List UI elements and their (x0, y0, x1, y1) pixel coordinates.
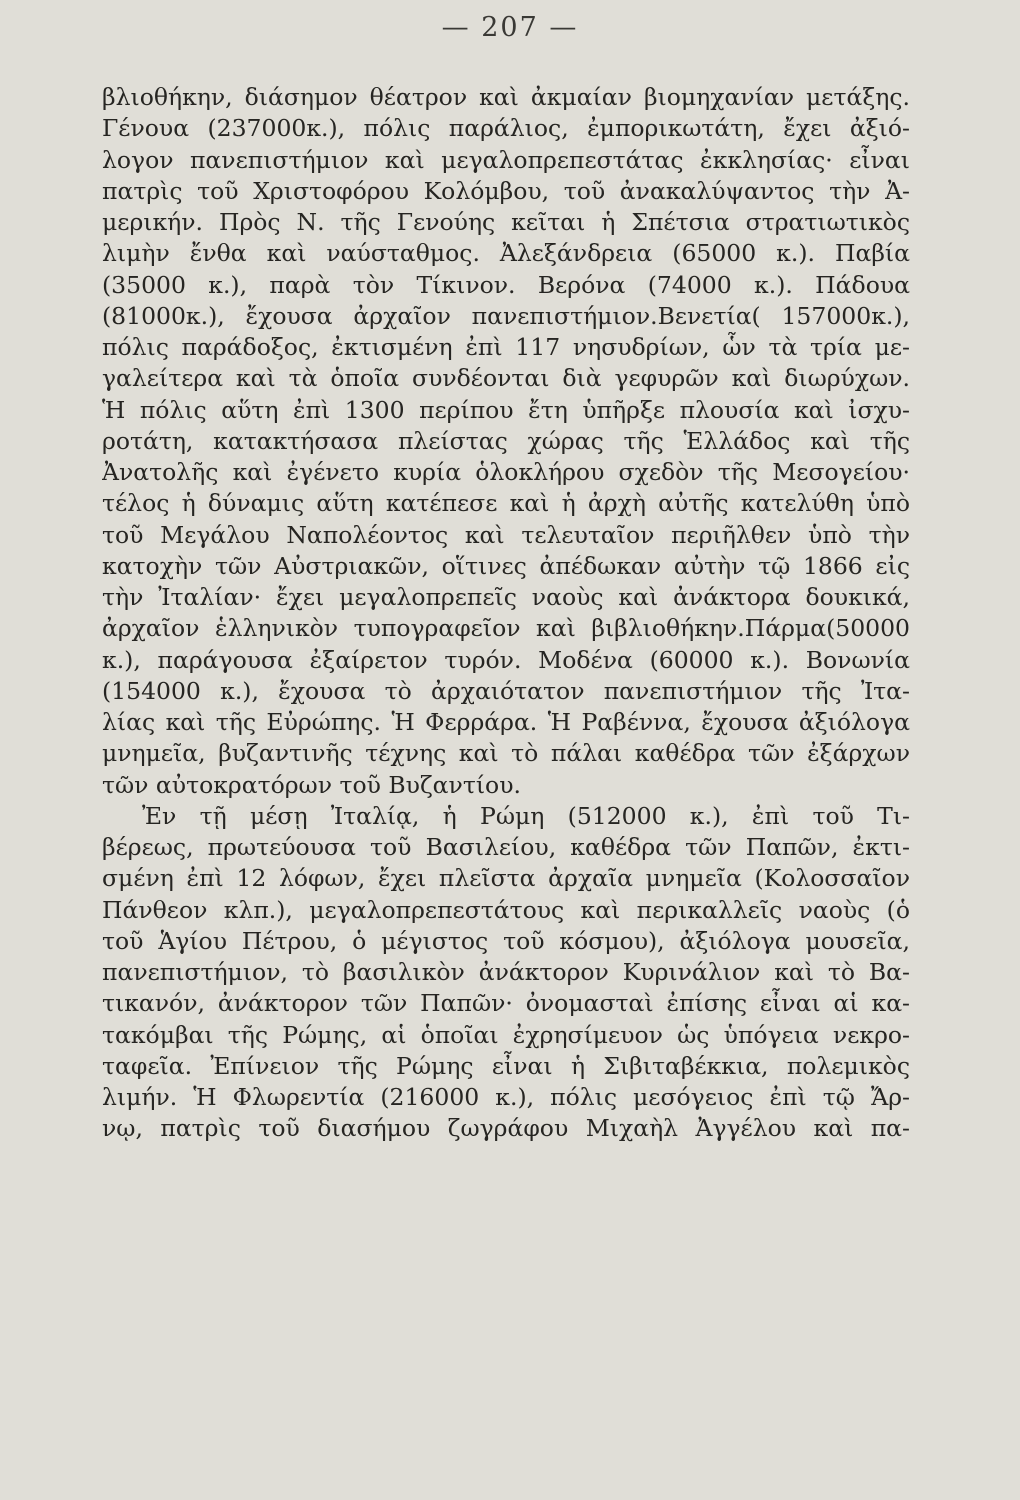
text-line: Γένουα (237000κ.), πόλις παράλιος, ἐμπορικωτάτη, ἔχει ἀξιό- (102, 114, 910, 143)
text-line: ροτάτη, κατακτήσασα πλείστας χώρας τῆς Ἑλλάδος καὶ τῆς (102, 426, 910, 455)
text-line: τέλος ἡ δύναμις αὕτη κατέπεσε καὶ ἡ ἀρχὴ αὐτῆς κατελύθη ὑπὸ (102, 489, 910, 518)
text-line: λογον πανεπιστήμιον καὶ μεγαλοπρεπεστάτας ἐκκλησίας· εἶναι (102, 145, 910, 174)
text-line: μερικήν. Πρὸς Ν. τῆς Γενούης κεῖται ἡ Σπέτσια στρατιωτικὸς (102, 208, 910, 236)
text-line: Ἀνατολῆς καὶ ἐγένετο κυρία ὁλοκλήρου σχεδὸν τῆς Μεσογείου· (102, 458, 910, 486)
text-line: (154000 κ.), ἔχουσα τὸ ἀρχαιότατον πανεπιστήμιον τῆς Ἰτα- (102, 676, 910, 705)
text-line: τοῦ Ἁγίου Πέτρου, ὁ μέγιστος τοῦ κόσμου), ἀξιόλογα μουσεῖα, (102, 926, 910, 955)
text-line: πόλις παράδοξος, ἐκτισμένη ἐπὶ 117 νησυδρίων, ὧν τὰ τρία με- (102, 333, 910, 361)
text-line: γαλείτερα καὶ τὰ ὁποῖα συνδέονται διὰ γεφυρῶν καὶ διωρύχων. (102, 364, 910, 393)
text-line: βλιοθήκην, διάσημον θέατρον καὶ ἀκμαίαν βιομηχανίαν μετάξης. (102, 83, 910, 111)
text-line: βέρεως, πρωτεύουσα τοῦ Βασιλείου, καθέδρα τῶν Παπῶν, ἐκτι- (102, 833, 910, 861)
text-line: τοῦ Μεγάλου Ναπολέοντος καὶ τελευταῖον περιῆλθεν ὑπὸ τὴν (102, 520, 910, 549)
text-line: (81000κ.), ἔχουσα ἀρχαῖον πανεπιστήμιον.Βενετία( 157000κ.), (102, 301, 910, 330)
text-line: πανεπιστήμιον, τὸ βασιλικὸν ἀνάκτορον Κυρινάλιον καὶ τὸ Βα- (102, 958, 910, 986)
text-line: λιμὴν ἔνθα καὶ ναύσταθμος. Ἀλεξάνδρεια (65000 κ.). Παβία (102, 239, 910, 268)
text-line: (35000 κ.), παρὰ τὸν Τίκινον. Βερόνα (74000 κ.). Πάδουα (102, 270, 910, 299)
paragraph-start-line: Ἐν τῇ μέσῃ Ἰταλίᾳ, ἡ Ρώμη (512000 κ.), ἐπὶ τοῦ Τι- (142, 801, 910, 830)
page-number: — 207 — (441, 12, 579, 43)
text-line: τὴν Ἰταλίαν· ἔχει μεγαλοπρεπεῖς ναοὺς καὶ ἀνάκτορα δουκικά, (102, 583, 910, 611)
text-line: ἀρχαῖον ἑλληνικὸν τυπογραφεῖον καὶ βιβλιοθήκην.Πάρμα(50000 (102, 614, 910, 643)
text-line: κ.), παράγουσα ἐξαίρετον τυρόν. Μοδένα (60000 κ.). Βονωνία (102, 645, 910, 674)
text-line: κατοχὴν τῶν Αὐστριακῶν, οἵτινες ἀπέδωκαν αὐτὴν τῷ 1866 εἰς (102, 551, 910, 580)
text-line: τακόμβαι τῆς Ρώμης, αἱ ὁποῖαι ἐχρησίμευον ὡς ὑπόγεια νεκρο- (102, 1020, 910, 1049)
text-line: λιμήν. Ἡ Φλωρεντία (216000 κ.), πόλις μεσόγειος ἐπὶ τῷ Ἄρ- (102, 1083, 910, 1111)
body-text (102, 82, 910, 1145)
text-line: λίας καὶ τῆς Εὐρώπης. Ἡ Φερράρα. Ἡ Ραβέννα, ἔχουσα ἀξιόλογα (102, 708, 910, 736)
text-line: ταφεῖα. Ἐπίνειον τῆς Ρώμης εἶναι ἡ Σιβιταβέκκια, πολεμικὸς (102, 1051, 910, 1080)
paragraph-end-line: τῶν αὐτοκρατόρων τοῦ Βυζαντίου. (102, 770, 521, 799)
text-line: μνημεῖα, βυζαντινῆς τέχνης καὶ τὸ πάλαι καθέδρα τῶν ἐξάρχων (102, 739, 910, 768)
text-line: νῳ, πατρὶς τοῦ διασήμου ζωγράφου Μιχαὴλ Ἀγγέλου καὶ πα- (102, 1114, 910, 1143)
text-line: πατρὶς τοῦ Χριστοφόρου Κολόμβου, τοῦ ἀνακαλύψαντος τὴν Ἀ- (102, 176, 910, 205)
text-line: Πάνθεον κλπ.), μεγαλοπρεπεστάτους καὶ περικαλλεῖς ναοὺς (ὁ (102, 895, 910, 924)
text-line: Ἡ πόλις αὕτη ἐπὶ 1300 περίπου ἔτη ὑπῆρξε πλουσία καὶ ἰσχυ- (102, 395, 910, 424)
text-line: σμένη ἐπὶ 12 λόφων, ἔχει πλεῖστα ἀρχαῖα μνημεῖα (Κολοσσαῖον (102, 864, 910, 893)
text-line: τικανόν, ἀνάκτορον τῶν Παπῶν· ὀνομασταὶ ἐπίσης εἶναι αἱ κα- (102, 989, 910, 1018)
